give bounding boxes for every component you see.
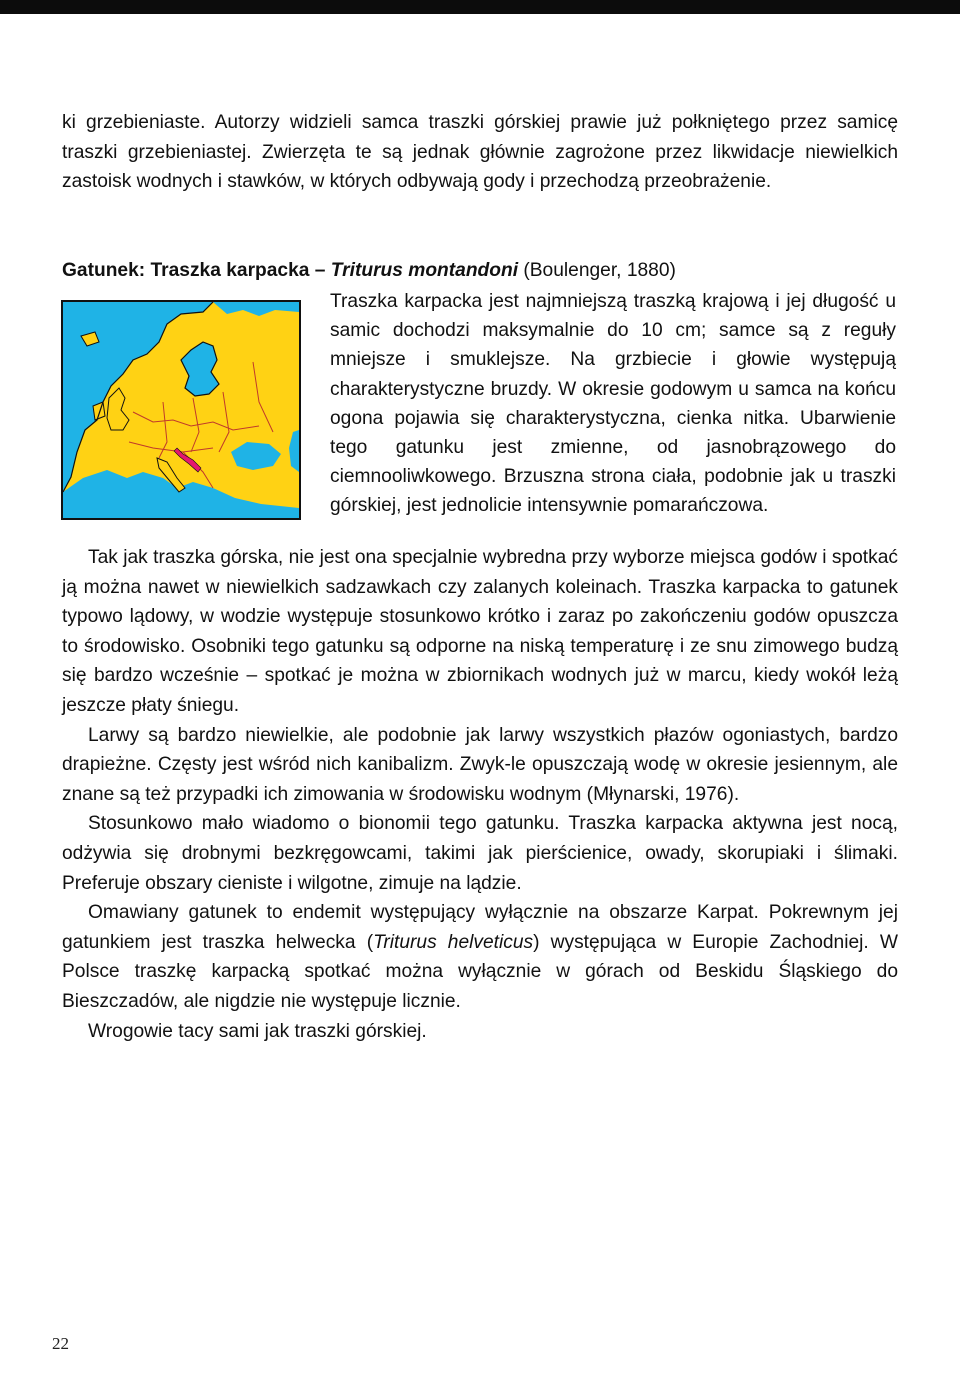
main-text <box>62 543 898 1046</box>
species-description: Traszka karpacka jest najmniejszą traszką krajową i jej długość u samic dochodzi maksymalnie do 10 cm; samce są z reguły mniejsze i smuklejsze. Na grzbiecie i głowie występują charakterystyczne bruzdy. W okresie godowym u samca na końcu ogona pojawia się charakterystyczna, cienka nitka. Ubarwienie tego gatunku jest zmienne, od jasnobrązowego do ciemnooliwkowego. Brzuszna strona ciała, podobnie jak u traszki górskiej, jest jednolicie intensywnie pomarańczowa. <box>330 291 896 517</box>
paragraph-larvae: Larwy są bardzo niewielkie, ale podobnie jak larwy wszystkich płazów ogoniastych, bardzo drapieżne. Częsty jest wśród nich kanibalizm. Zwyk-le opuszczają wodę w okresie jesiennym, ale znane są też przypadki ich zimowania w środowisku wodnym (Młynarski, 1976). <box>62 724 898 805</box>
range-map <box>61 300 301 520</box>
heading-author: (Boulenger, 1880) <box>518 260 676 281</box>
species-heading <box>62 256 898 286</box>
paragraph-distribution <box>62 898 898 1016</box>
distribution-latin: Triturus helveticus <box>373 931 534 953</box>
paragraph-breeding: Tak jak traszka górska, nie jest ona specjalnie wybredna przy wyborze miejsca godów i spotkać ją można nawet w niewielkich sadzawkach czy zalanych koleinach. Traszka karpacka to gatunek typowo lądowy, w wodzie występuje stosunkowo krótko i zaraz po zakończeniu godów opuszcza to środowisko. Osobniki tego gatunku są odporne na niską temperaturę i ze snu zimowego budzą się bardzo wcześnie – spotkać je można w zbiornikach wodnych już w marcu, kiedy wokół leżą jeszcze płaty śniegu. <box>62 547 898 716</box>
paragraph-enemies: Wrogowie tacy sami jak traszki górskiej. <box>88 1020 427 1042</box>
page-number: 22 <box>52 1334 69 1353</box>
heading-prefix: Gatunek: Traszka karpacka – <box>62 260 331 281</box>
heading-latin-name: Triturus montandoni <box>330 260 519 281</box>
distribution-after: ) występująca w Europie Zachodniej. W Polsce traszkę karpacką spotkać można wyłącznie w górach od Beskidu Śląskiego do Bieszczadów, ale nigdzie nie występuje licznie. <box>62 931 898 1012</box>
scan-top-edge <box>0 0 960 14</box>
distribution-before: Omawiany gatunek to endemit występujący wyłącznie na obszarze Karpat. Pokrewnym jej gatunkiem jest traszka helwecka ( <box>62 902 898 953</box>
europe-map-illustration <box>63 302 299 518</box>
intro-paragraph: ki grzebieniaste. Autorzy widzieli samca traszki górskiej prawie już połkniętego przez samicę traszki grzebieniastej. Zwierzęta te są jednak głównie zagrożone przez likwidacje niewielkich zastoisk wodnych i stawków, w których odbywają gody i przechodzą przeobrażenie. <box>62 112 898 193</box>
paragraph-bionomy: Stosunkowo mało wiadomo o bionomii tego gatunku. Traszka karpacka aktywna jest nocą, odżywia się drobnymi bezkręgowcami, takimi jak pierścienice, owady, skorupiaki i ślimaki. Preferuje obszary cieniste i wilgotne, zimuje na lądzie. <box>62 813 898 894</box>
